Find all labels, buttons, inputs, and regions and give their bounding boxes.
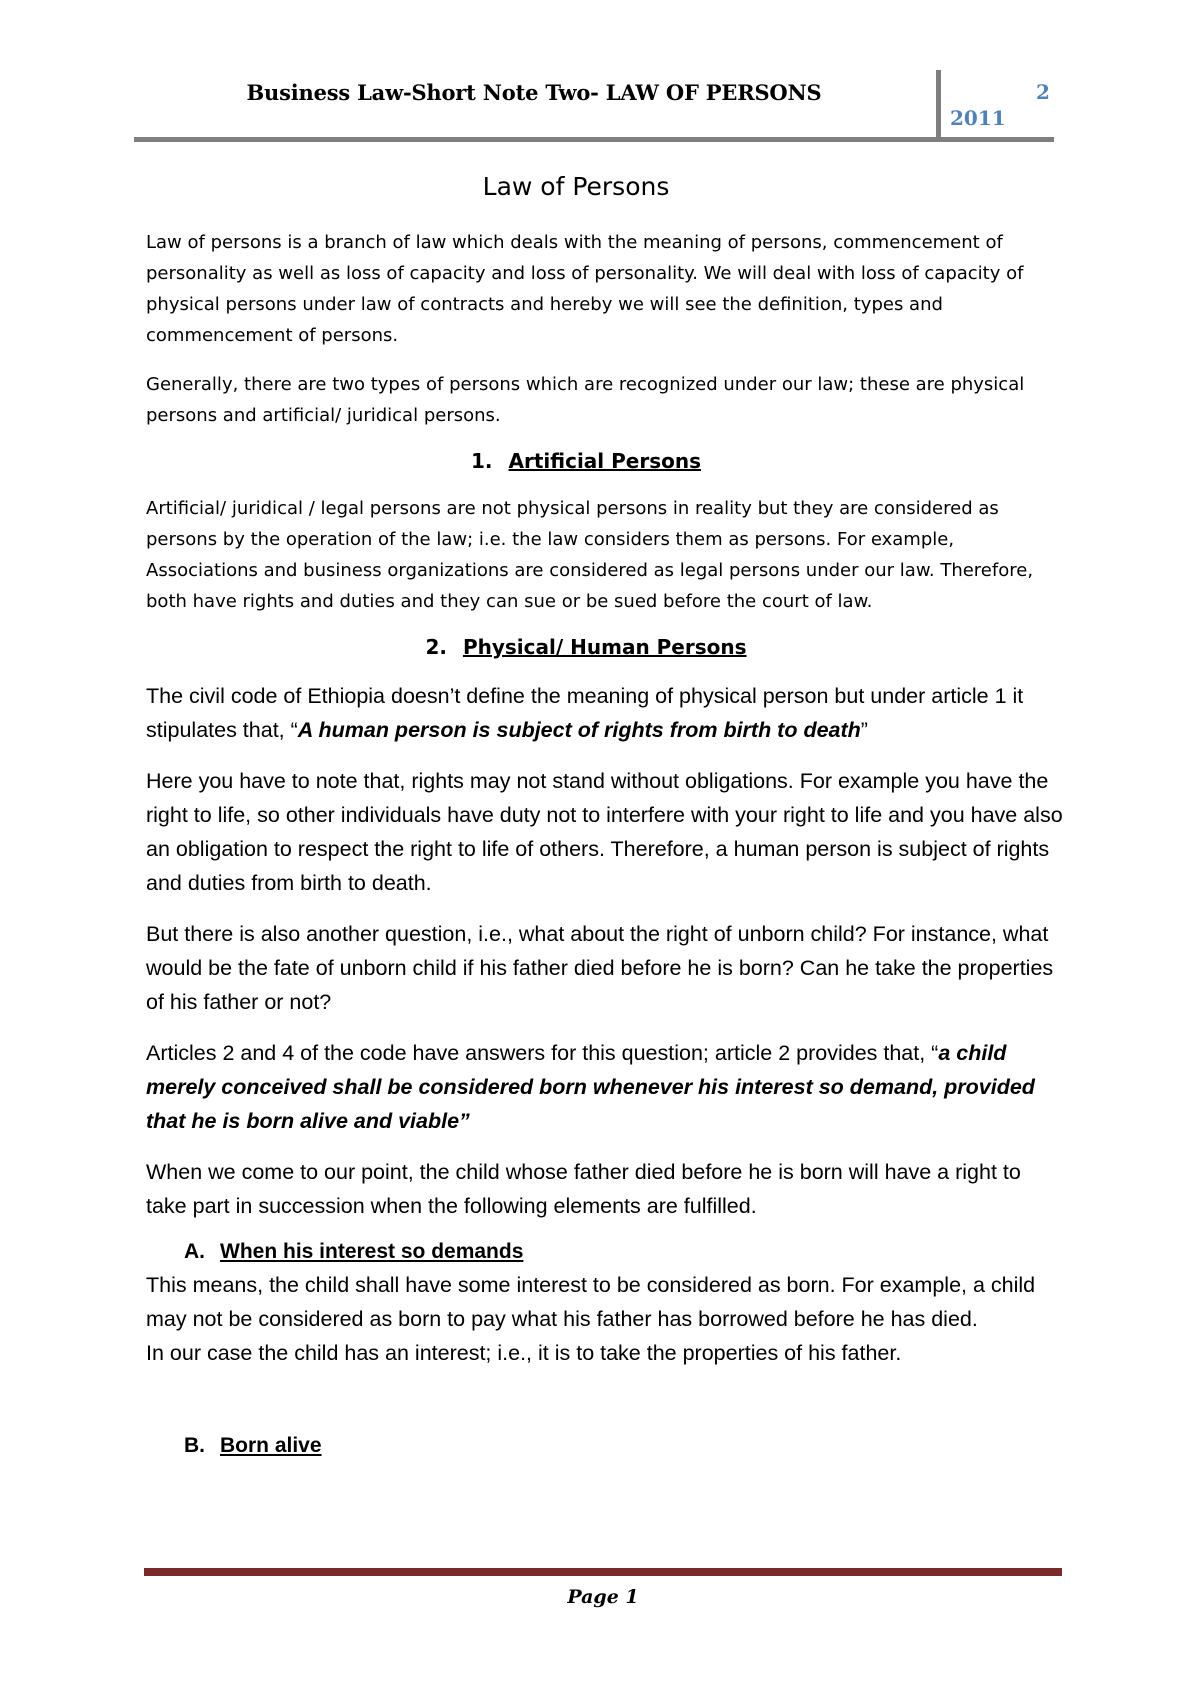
physical-persons-paragraph-4	[146, 1036, 1066, 1138]
intro-paragraph-1: Law of persons is a branch of law which deals with the meaning of persons, commencement of personality as well as loss of capacity and loss of personality. We will deal with loss of capacity of physical persons under law of contracts and hereby we will see the definition, types and commencement of persons.	[146, 232, 1024, 346]
header-page-number: 2	[1036, 80, 1050, 104]
intro-paragraph-2: Generally, there are two types of persons which are recognized under our law; these are physical persons and artificial/ juridical persons.	[146, 374, 1025, 426]
header-vertical-rule	[936, 70, 941, 140]
header-year: 2011	[950, 106, 1006, 130]
physical-persons-paragraph-3: But there is also another question, i.e., what about the right of unborn child? For instance, what would be the fate of unborn child if his father died before he is born? Can he take the properties of his father or not?	[146, 922, 1054, 1014]
paragraph-text: ”	[860, 718, 868, 742]
paragraph-text: The civil code of Ethiopia doesn’t define the meaning of physical person but under article 1 it stipulates that, “	[146, 684, 1024, 742]
interest-demands-paragraph-2: In our case the child has an interest; i.e., it is to take the properties of his father.	[146, 1341, 902, 1365]
section-heading-artificial-persons	[146, 449, 1066, 473]
quoted-article-2: a child merely conceived shall be considered born whenever his interest so demand, provided that he is born alive and viable”	[146, 1041, 1035, 1133]
subheading-letter: A.	[184, 1240, 205, 1263]
physical-persons-paragraph-5: When we come to our point, the child whose father died before he is born will have a right to take part in succession when the following elements are fulfilled.	[146, 1160, 1021, 1218]
section-label: Physical/ Human Persons	[462, 635, 747, 659]
document-body	[146, 168, 1066, 1462]
physical-persons-paragraph-2: Here you have to note that, rights may not stand without obligations. For example you have the right to life, so other individuals have duty not to interfere with your right to life and you have also an obligation to respect the right to life of others. Therefore, a human person is subject of rights and duties from birth to death.	[146, 769, 1063, 895]
interest-demands-paragraph-1: This means, the child shall have some interest to be considered as born. For example, a child may not be considered as born to pay what his father has borrowed before he has died.	[146, 1273, 1036, 1331]
section-label: Artificial Persons	[508, 449, 701, 473]
artificial-persons-paragraph: Artificial/ juridical / legal persons are not physical persons in reality but they are considered as persons by the operation of the law; i.e. the law considers them as persons. For example, Associations and business organizations are considered as legal persons under our law. Therefore, both have rights and duties and they can sue or be sued before the court of law.	[146, 498, 1034, 612]
footer-page-label: Page 1	[567, 1586, 639, 1608]
paragraph-text: Articles 2 and 4 of the code have answers for this question; article 2 provides that, “	[146, 1041, 939, 1065]
quoted-article-1: A human person is subject of rights from birth to death	[297, 718, 861, 742]
subheading-born-alive	[184, 1434, 1066, 1458]
subheading-interest-demands	[184, 1240, 1066, 1264]
subheading-letter: B.	[184, 1434, 205, 1457]
subheading-label: When his interest so demands	[220, 1240, 524, 1263]
header-title: Business Law-Short Note Two- LAW OF PERSONS	[246, 80, 822, 105]
section-heading-physical-persons	[146, 635, 1066, 659]
physical-persons-paragraph-1	[146, 679, 1066, 747]
subheading-label: Born alive	[220, 1434, 322, 1457]
section-number: 1.	[471, 449, 493, 473]
header-horizontal-rule	[134, 137, 1054, 142]
document-title: Law of Persons	[482, 172, 670, 201]
section-number: 2.	[425, 635, 447, 659]
footer-rule	[144, 1568, 1062, 1576]
